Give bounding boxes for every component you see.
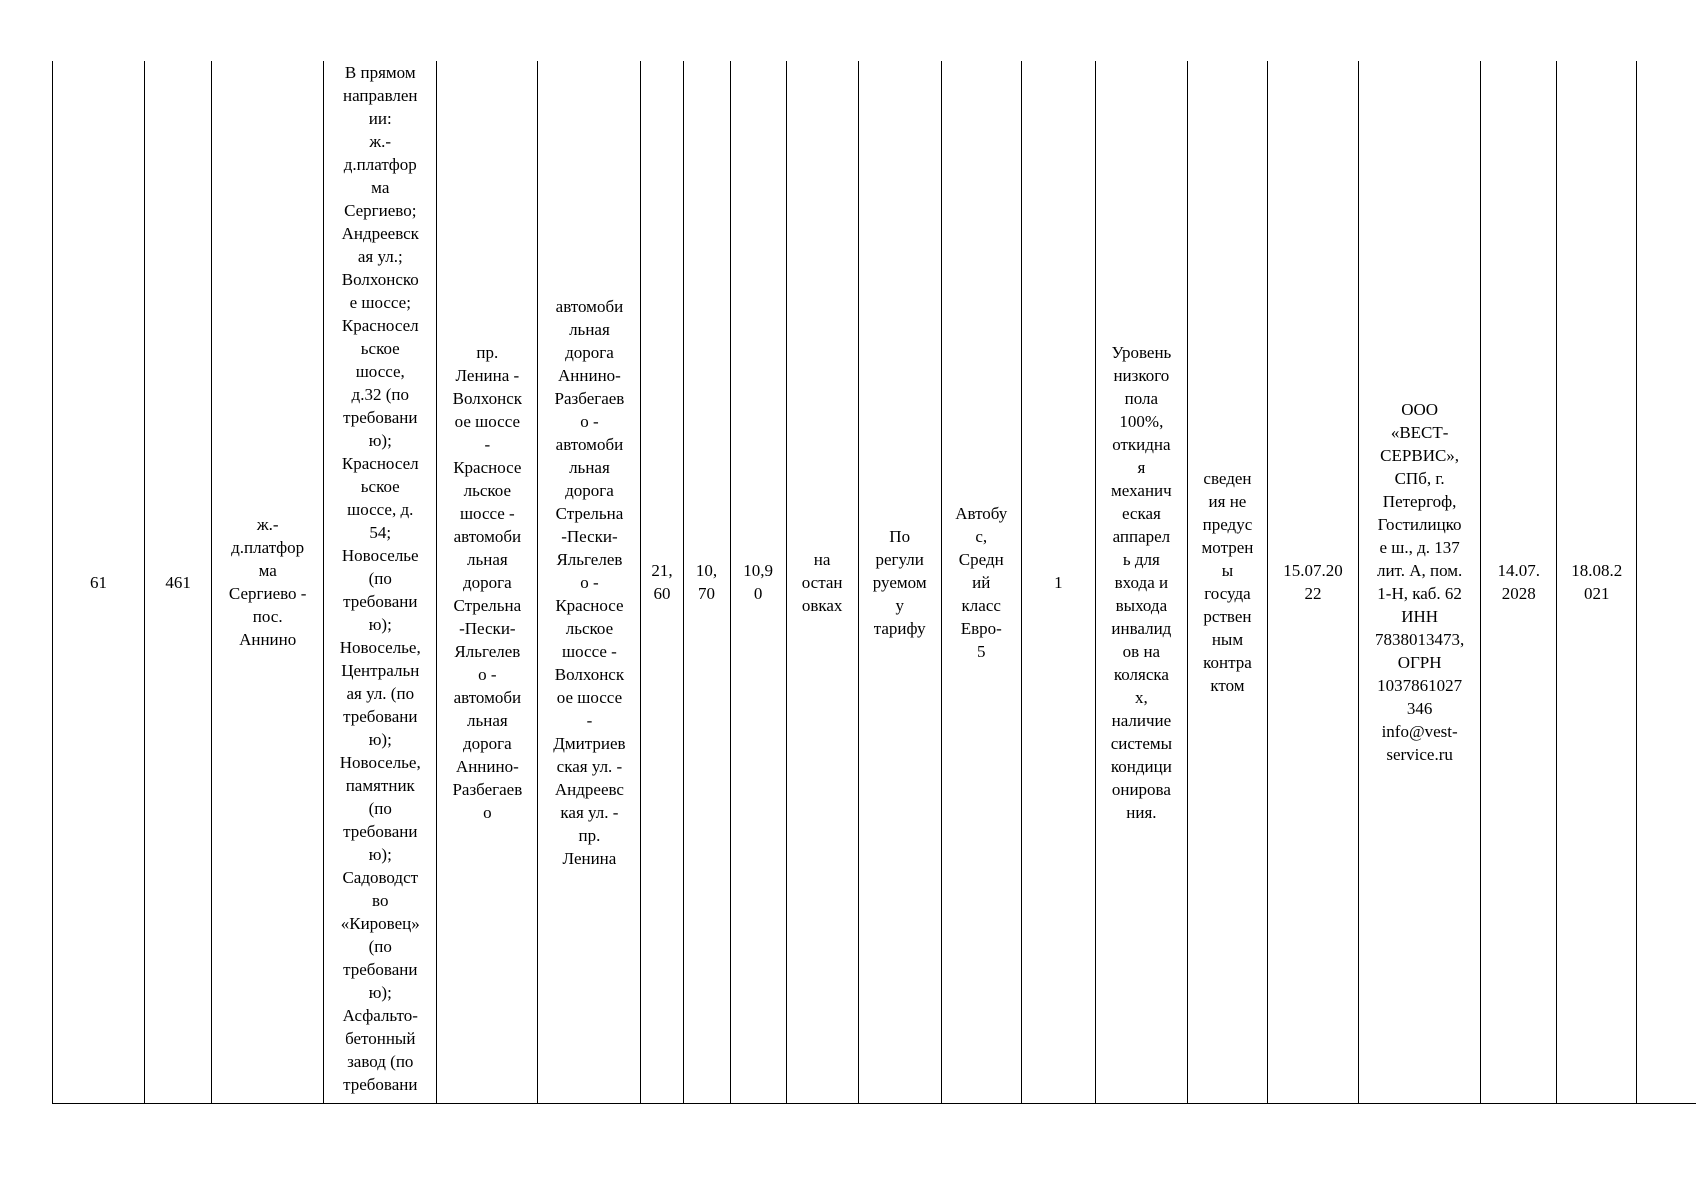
registration-number-cell: 61 bbox=[53, 61, 145, 1104]
stops-list-cell: В прямом направлен ии: ж.- д.платфор ма Сергиево; Андреевск ая ул.; Волхонско е шоссе; Красносел ьское шоссе, д.32 (по требовани ю); Красносел ьское шоссе, д. 54; Новоселье (по требовани ю); Новоселье, Центральн ая ул. (по требовани ю); Новоселье, памятник (по требовани ю); Садоводст во «Кировец» (по требовани ю); Асфальто- бетонный завод (по требовани bbox=[324, 61, 437, 1104]
route-name-cell: ж.- д.платфор ма Сергиево - пос. Аннино bbox=[212, 61, 324, 1104]
boarding-order-cell: на остан овках bbox=[786, 61, 858, 1104]
route-length-cell: 21, 60 bbox=[641, 61, 683, 1104]
contract-date-cell: 15.07.20 22 bbox=[1267, 61, 1358, 1104]
route-registry-table bbox=[52, 61, 1696, 1104]
forward-length-cell: 10, 70 bbox=[683, 61, 730, 1104]
start-date-cell: 18.08.2 021 bbox=[1557, 61, 1637, 1104]
table-row bbox=[53, 61, 1697, 1104]
streets-forward-cell: пр. Ленина - Волхонск ое шоссе - Красносе льское шоссе - автомоби льная дорога Стрельна -Пески- Яльгелев о - автомоби льная дорога Аннино- Разбегаев о bbox=[437, 61, 538, 1104]
tariff-type-cell: По регули руемом у тарифу bbox=[858, 61, 941, 1104]
vehicle-count-cell: 1 bbox=[1021, 61, 1095, 1104]
vehicle-features-cell: Уровень низкого пола 100%, откидна я механич еская аппарел ь для входа и выхода инвалид ов на коляска х, наличие системы кондици онирова ния. bbox=[1095, 61, 1187, 1104]
contract-info-cell: сведен ия не предус мотрен ы госуда рствен ным контра ктом bbox=[1187, 61, 1267, 1104]
route-number-cell: 461 bbox=[145, 61, 212, 1104]
streets-backward-cell: автомоби льная дорога Аннино- Разбегаев о - автомоби льная дорога Стрельна -Пески- Яльгелев о - Красносе льское шоссе - Волхонск ое шоссе - Дмитриев ская ул. - Андреевс кая ул. - пр. Ленина bbox=[538, 61, 641, 1104]
backward-length-cell: 10,9 0 bbox=[730, 61, 786, 1104]
registry-sheet bbox=[52, 61, 1696, 1104]
end-date-cell: 14.07. 2028 bbox=[1481, 61, 1557, 1104]
carrier-info-cell: ООО «ВЕСТ- СЕРВИС», СПб, г. Петергоф, Гостилицко е ш., д. 137 лит. А, пом. 1-Н, каб. 62 ИНН 7838013473, ОГРН 1037861027 346 info@vest- service.ru bbox=[1359, 61, 1481, 1104]
extra-cell bbox=[1637, 61, 1696, 1104]
vehicle-type-cell: Автобу с, Средн ий класс Евро- 5 bbox=[941, 61, 1021, 1104]
